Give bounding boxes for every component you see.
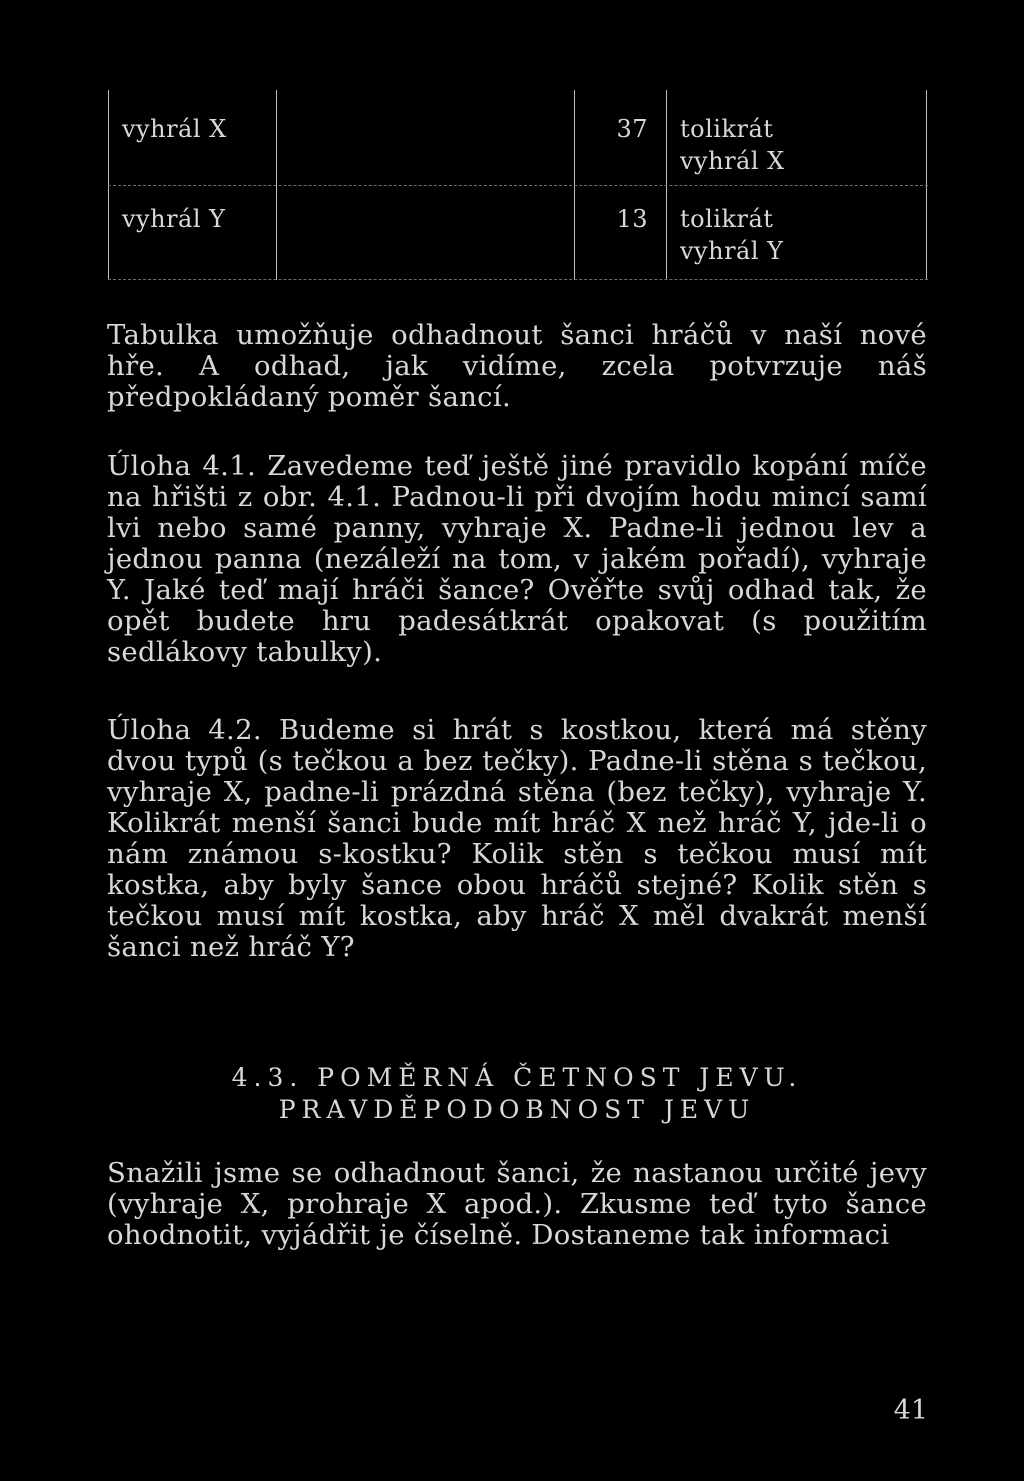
task-4-2-text: Budeme si hrát s kostkou, která má stěny dvou typů (s tečkou a bez tečky). Padne-li stěna s tečkou, vyhraje X, padne-li prázdná stěna (bez tečky), vyhraje Y. Kolikrát menší šanci bude mít hráč X než hráč Y, jde-li o nám známou s-kostku? Kolik stěn s tečkou musí mít kostka, aby byly šance obou hráčů stejné? Kolik stěn s tečkou musí mít kostka, aby hráč X měl dvakrát menší šanci než hráč Y? (107, 714, 927, 963)
page-number: 41 (893, 1395, 928, 1426)
paragraph-intro-probability: Snažili jsme se odhadnout šanci, že nastanou určité jevy (vyhraje X, prohraje X apod.). Zkusme teď tyto šance ohodnotit, vyjádřit je číselně. Dostaneme tak informaci (107, 1157, 927, 1251)
task-4-2-label: Úloha 4.2. (107, 714, 262, 746)
tally-table (108, 90, 928, 280)
table-bottom-line (108, 279, 928, 280)
table-row-2-count: 13 (616, 205, 648, 233)
section-heading-line1: 4.3. POMĚRNÁ ČETNOST JEVU. (231, 1063, 803, 1092)
table-row-separator (108, 185, 928, 186)
table-row-1-result-line1: tolikrát (680, 115, 774, 143)
task-4-1-text: Zavedeme teď ještě jiné pravidlo kopání míče na hřišti z obr. 4.1. Padnou-li při dvojím hodu mincí samí lvi nebo samé panny, vyhraje X. Padne-li jednou lev a jednou panna (nezáleží na tom, v jakém pořadí), vyhraje Y. Jaké teď mají hráči šance? Ověřte svůj odhad tak, že opět budete hru padesátkrát opakovat (s použitím sedlákovy tabulky). (107, 450, 927, 668)
task-4-1-label: Úloha 4.1. (107, 450, 257, 482)
task-4-1 (107, 451, 927, 668)
paragraph-table-comment: Tabulka umožňuje odhadnout šanci hráčů v naší nové hře. A odhad, jak vidíme, zcela potvrzuje náš předpokládaný poměr šancí. (107, 319, 927, 413)
table-row-2-outcome: vyhrál Y (122, 205, 226, 233)
table-row-1-result-line2: vyhrál X (680, 147, 785, 175)
task-4-2 (107, 715, 927, 963)
section-heading-line2: PRAVDĚPODOBNOST JEVU (278, 1095, 756, 1124)
table-row-1-outcome: vyhrál X (122, 115, 227, 143)
table-row-1-count: 37 (616, 115, 648, 143)
table-row-2-result-line2: vyhrál Y (680, 237, 784, 265)
table-row-2-result-line1: tolikrát (680, 205, 774, 233)
